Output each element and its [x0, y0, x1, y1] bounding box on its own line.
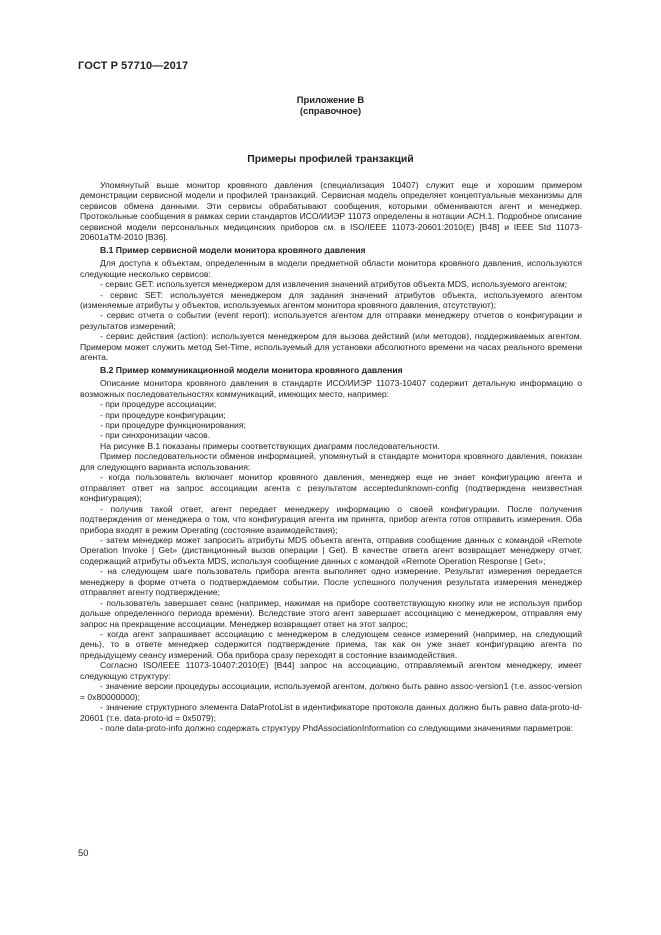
document-body [80, 180, 582, 734]
list-item: - на следующем шаге пользователь прибора агента выполняет одно измерение. Результат измерения передается менеджеру в форме отчета о подтверждаемом событии. После успешного получения результата измерения менеджер отправляет агенту подтверждение; [80, 566, 582, 598]
list-item: - значение структурного элемента DataProtoList в идентификаторе протокола данных должно быть равно data-proto-id-20601 (т.е. data-proto-id = 0x5079); [80, 702, 582, 723]
annex-subtitle: (справочное) [299, 105, 362, 116]
list-item: - пользователь завершает сеанс (например, нажимая на приборе соответствующую кнопку или не используя прибор дольше определенного периода времени). Вследствие этого агент завершает ассоциацию с менеджером, отправляя ему запрос на прекращение ассоциации. Менеджер возвращает ответ на этот запрос; [80, 597, 582, 629]
list-item: - сервис GET: используется менеджером для извлечения значений атрибутов объекта MDS, используемого агентом; [100, 279, 568, 290]
list-item: - сервис SET: используется менеджером для задания значений атрибутов объекта, используемого агентом (изменяемые атрибуты у объектов, используемых агентом монитора кровяного давления, отсутствуют); [80, 289, 582, 310]
list-item: - когда агент запрашивает ассоциацию с менеджером в следующем сеансе измерений (например, на следующий день), то в ответе менеджер содержится подтверждение приема, так как он уже знает конфигурацию агента по предыдущему сеансу измерений. Оба прибора сразу переходят в состояние взаимодействия. [80, 629, 582, 660]
section-b2-heading: В.2 Пример коммуникационной модели монитора кровяного давления [100, 364, 403, 375]
list-item: - при процедуре ассоциации; [100, 399, 217, 410]
list-item: - поле data-proto-info должно содержать структуру PhdAssociationInformation со следующими значениями параметров: [100, 723, 574, 734]
paragraph: На рисунке В.1 показаны примеры соответствующих диаграмм последовательности. [100, 440, 440, 451]
list-item: - сервис отчета о событии (event report): используется агентом для отправки менеджеру отчетов о конфигурации и результатов измерений; [80, 310, 582, 331]
list-item: - затем менеджер может запросить атрибуты MDS объекта агента, отправив сообщение данных с командой «Remote Operation Invoke | Get» (дистанционный вызов операции | Get). В качестве ответа агент возвращает менеджеру отчет, содержащий атрибуты объекта MDS, используя сообщение данных с командой «Remote Operation Response | Get»; [80, 534, 582, 566]
list-item: - при процедуре функционирования; [100, 419, 246, 430]
page-title: Примеры профилей транзакций [247, 154, 414, 165]
paragraph: Для доступа к объектам, определенным в модели предметной области монитора кровяного давления, используются следующие несколько сервисов: [80, 258, 582, 279]
list-item: - сервис действия (action): используется менеджером для вызова действий (или методов), поддерживаемых агентом. Примером может служить метод Set-Time, используемый для установки абсолютного времени на часах реального времени агента. [80, 331, 582, 363]
list-item: - значение версии процедуры ассоциации, используемой агентом, должно быть равно assoc-version1 (т.е. assoc-version = 0x80000000); [80, 681, 582, 702]
intro-paragraph: Упомянутый выше монитор кровяного давления (специализация 10407) служит еще и хорошим примером демонстрации сервисной модели и профилей транзакций. Сервисная модель определяет концептуальные механизмы для сервисов обмена данными. Эти сервисы обрабатывают сообщения, которыми обмениваются агент и менеджер. Протокольные сообщения в рамках серии стандартов ИСО/ИИЭР 11073 определены в нотации АСН.1. Подробное описание сервисной модели персональных медицинских приборов см. в ISO/IEEE 11073-20601:2010(E) [B48] и IEEE Std 11073-20601aTM-2010 [B36]. [80, 180, 582, 243]
list-item: - получив такой ответ, агент передает менеджеру информацию о своей конфигурации. После получения подтверждения от менеджера о том, что конфигурация агента им принята, прибор агента готов отправить измерения. Оба прибора входят в режим Operating (состояние взаимодействия); [80, 503, 582, 535]
list-item: - при синхронизации часов. [100, 430, 211, 441]
standard-header: ГОСТ Р 57710—2017 [78, 60, 189, 72]
annex-title: Приложение В [296, 94, 365, 105]
paragraph: Описание монитора кровяного давления в стандарте ИСО/ИИЭР 11073-10407 содержит детальную информацию о возможных последовательностях коммуникаций, имеющих место, например: [80, 378, 582, 399]
paragraph: Пример последовательности обменов информацией, упомянутый в стандарте монитора кровяного давления, показан для следующего варианта использования: [80, 451, 582, 472]
page-number: 50 [78, 847, 89, 858]
paragraph: Согласно ISO/IEEE 11073-10407:2010(E) [B44] запрос на ассоциацию, отправляемый агентом менеджеру, имеет следующую структуру: [80, 660, 582, 681]
section-b1-heading: В.1 Пример сервисной модели монитора кровяного давления [100, 244, 366, 255]
list-item: - когда пользователь включает монитор кровяного давления, менеджер еще не знает конфигурацию агента и отправляет ответ на запрос ассоциации агента с результатом acceptedunknown-config (подтверждена неизвестная конфигурация); [80, 472, 582, 504]
list-item: - при процедуре конфигурации; [100, 409, 226, 420]
